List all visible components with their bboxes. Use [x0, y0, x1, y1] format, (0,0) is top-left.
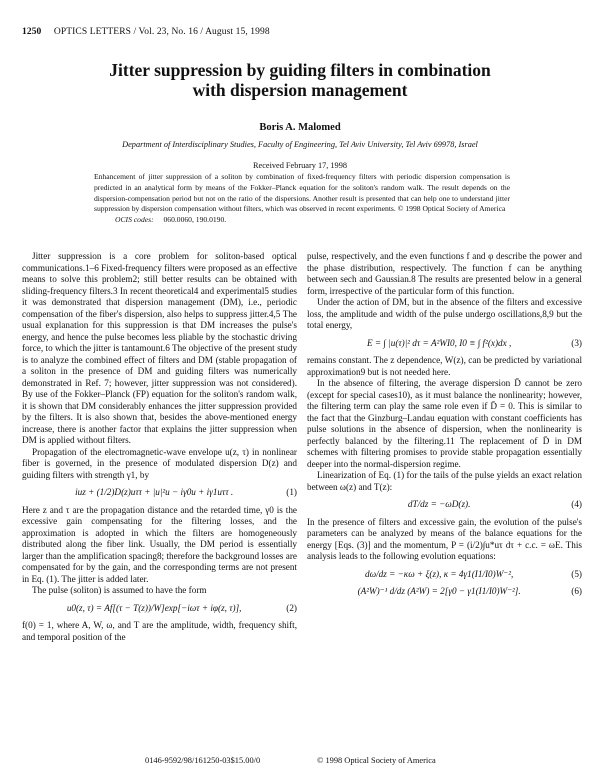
equation-body: (A²W)⁻¹ d/dz (A²W) = 2[γ0 − γ1(I1/I0)W⁻²].	[357, 586, 521, 596]
equation-body: dT/dz = −ωD(z).	[407, 499, 471, 509]
paragraph: Under the action of DM, but in the absence of the filters and excessive loss, the amplitude and width of the pulse undergo oscillations,8,9 but the total energy,	[307, 297, 582, 330]
footer-code: 0146-9592/98/161250-03$15.00/0	[145, 756, 261, 765]
ocis-codes	[115, 215, 226, 224]
paragraph: remains constant. The z dependence, W(z), can be predicted by variational approximation9 but is not needed here.	[307, 355, 582, 377]
paragraph: Linearization of Eq. (1) for the tails of the pulse yields an exact relation between ω(z) and T(z):	[307, 470, 582, 492]
equation-number: (4)	[571, 499, 582, 509]
equation-body: u0(z, τ) = Af[(τ − T(z))/W]exp[−iωτ + iφ(z, τ)],	[66, 602, 242, 613]
abstract: Enhancement of jitter suppression of a soliton by combination of fixed-frequency filters with periodic dispersion compensation is predicted in an analytical form by means of the Fokker–Planck equation for the soliton's random walk. The result depends on the dispersion-compensation period but not on the ratio of the dispersions. Another result is presented that can help one to understand jitter suppression by dispersion compensation without filters, which was observed in recent experiments. © 1998 Optical Society of America	[94, 172, 510, 214]
received-date: Received February 17, 1998	[252, 161, 347, 170]
equation-5	[307, 569, 582, 581]
paragraph: The pulse (soliton) is assumed to have the form	[32, 585, 207, 595]
equation-number: (1)	[286, 487, 297, 497]
running-header	[22, 27, 270, 37]
paragraph: f(0) = 1, where A, W, ω, and T are the amplitude, width, frequency shift, and temporal position of the	[22, 620, 297, 642]
equation-body: E = ∫ |u(τ)|² dτ = A²WI0, I0 ≡ ∫ f²(x)dx ,	[366, 337, 512, 348]
title-line-2: with dispersion management	[192, 80, 408, 100]
ocis-label: OCIS codes:	[115, 215, 154, 224]
author: Boris A. Malomed	[259, 122, 341, 133]
paragraph: Propagation of the electromagnetic-wave envelope u(z, τ) in nonlinear fiber is governed, in the presence of modulated dispersion D(z) and guiding filters with strength γ1, by	[22, 446, 297, 480]
equation-number: (2)	[286, 602, 297, 613]
title-line-1: Jitter suppression by guiding filters in combination	[109, 60, 491, 80]
footer-copyright: © 1998 Optical Society of America	[317, 756, 436, 765]
paragraph: pulse, respectively, and the even functions f and φ describe the power and the phase distribution, respectively. The function f can be anything between sech and Gaussian.8 The results are presented below in a general form, irrespective of the particular form of this function.	[307, 251, 582, 296]
journal-citation: OPTICS LETTERS / Vol. 23, No. 16 / August 15, 1998	[53, 27, 270, 37]
equation-number: (3)	[571, 337, 582, 348]
affiliation: Department of Interdisciplinary Studies, Faculty of Engineering, Tel Aviv University, Tel Aviv 69978, Israel	[122, 140, 478, 149]
paragraph: Jitter suppression is a core problem for soliton-based optical communications.1–6 Fixed-frequency filters were proposed as an effective means to solve this problem2; still better results can be obtained with sliding-frequency filters.3 In recent theoretical4 and experimental5 studies it was demonstrated that dispersion management (DM), i.e., periodic compensation of the fiber's dispersion, also helps to suppress jitter.4,5 The usual explanation for this suppression is that DM increases the pulse's energy, and hence the pulse becomes less pliable by the stochastic driving force, to which the jitter is tantamount.6 The objective of the present study is to analyze the combined effect of filters and DM (stable propagation of a soliton in the presence of DM and guiding filters was numerically demonstrated in Ref. 7; however, jitter suppression was not considered). By use of the Fokker–Planck (FP) equation for the soliton's random walk, it is shown that DM considerably enhances the jitter suppression provided by the filters. It is also shown that, besides the above-mentioned energy increase, there is another factor that explains the jitter suppression when DM is applied without filters.	[22, 251, 297, 445]
equation-1	[22, 487, 297, 499]
equation-body: iuz + (1/2)D(z)uττ + |u|²u − iγ0u + iγ1uττ .	[75, 487, 234, 497]
paper-title	[40, 60, 560, 100]
page-number: 1250	[22, 27, 42, 37]
right-column	[307, 251, 582, 604]
ocis-values: 060.0060, 190.0190.	[163, 215, 227, 224]
equation-6	[307, 586, 582, 598]
paragraph: In the presence of filters and excessive gain, the evolution of the pulse's parameters can be analyzed by means of the balance equations for the energy [Eqs. (3)] and the momentum, P = (i/2)∫u*uτ dτ + c.c. = ωE. This analysis leads to the following evolution equations:	[307, 516, 582, 561]
paragraph: Here z and τ are the propagation distance and the retarded time, γ0 is the excessive gain compensating for the filtering losses, and the approximation is adopted in which the filters are homogeneously distributed along the fiber link. Usually, the DM period is essentially larger than the amplification spacing8; therefore the background losses are compensated for by the gain, and the corresponding terms are not present in Eq. (1). The jitter is added later.	[22, 504, 297, 584]
equation-body: dω/dz = −κω + ξ(z), κ = 4γ1(I1/I0)W⁻²,	[365, 568, 514, 579]
paragraph: In the absence of filtering, the average dispersion D̄ cannot be zero (except for special cases10), as it must balance the nonlinearity; however, the filtering term can play the same role even if D̄ = 0. This is similar to the fact that the Ginzburg–Landau equation with constant coefficients has pulse solutions in the absence of dispersion, when the nonlinearity is perfectly balanced by the filtering.11 The replacement of D̄ in DM schemes with filtering promises to provide stable propagation essentially deeper into the normal-dispersion regime.	[307, 378, 582, 469]
equation-2	[22, 603, 297, 615]
equation-number: (5)	[571, 568, 582, 579]
equation-4	[307, 499, 582, 511]
left-column	[22, 251, 297, 643]
equation-3	[307, 338, 582, 350]
equation-number: (6)	[571, 586, 582, 596]
